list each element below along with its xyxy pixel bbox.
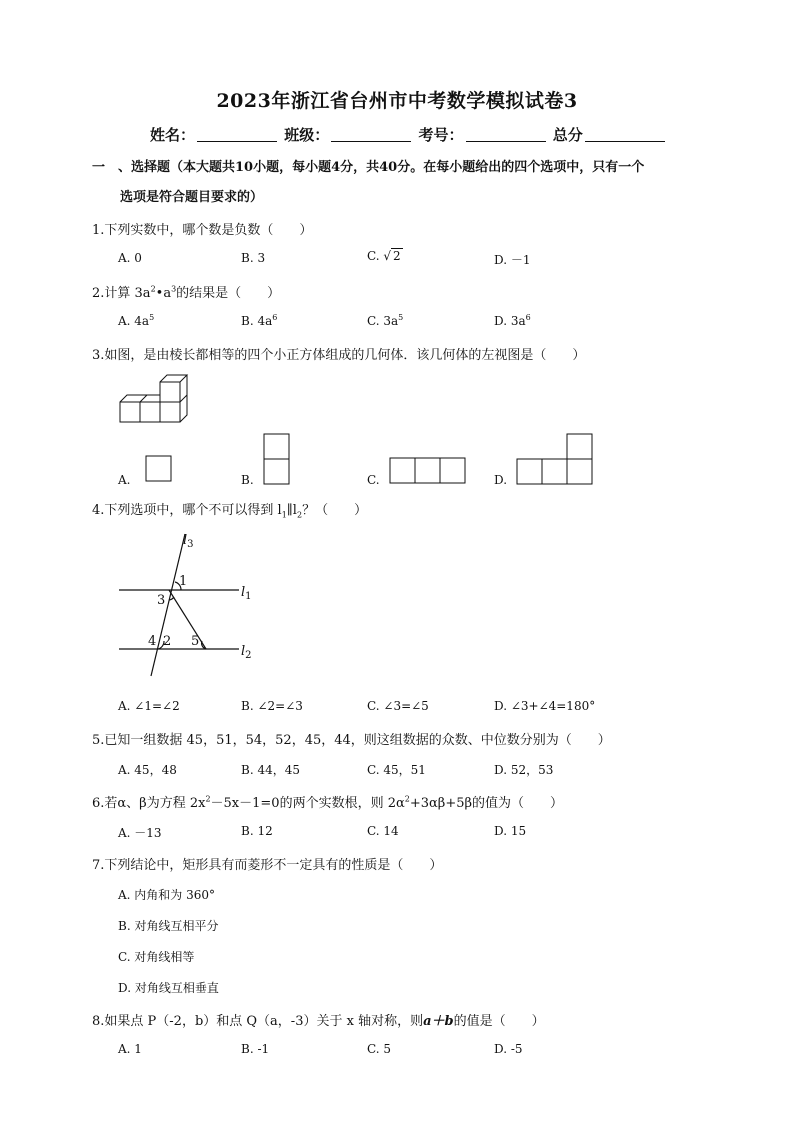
name-label: 姓名： <box>150 126 196 144</box>
angle-label-1: 1 <box>179 574 188 589</box>
question-7-option-a: A. 内角和为 360° <box>118 888 216 902</box>
question-7-option-b: B. 对角线互相平分 <box>118 919 219 933</box>
question-6-stem: 6.若α、β为方程 $2x^2-5x-1=0$的两个实数根，则 $2\alpha^2+3\alpha\beta+5\beta$的值为（ ） <box>92 794 563 811</box>
question-3-stem: 3.如图，是由棱长都相等的四个小正方体组成的几何体．该几何体的左视图是（ ） <box>92 348 586 363</box>
question-8-option-d: D. -5 <box>494 1042 523 1056</box>
question-1-option-c <box>367 249 403 263</box>
question-2-option-a: A. $4a^5$ <box>118 313 155 328</box>
question-1-option-b: B. 3 <box>241 251 266 265</box>
option-d-view <box>516 433 594 485</box>
label-l1: $l_1$ <box>241 585 252 602</box>
question-5-option-d: D. 52，53 <box>494 763 554 777</box>
question-7-stem: 7.下列结论中，矩形具有而菱形不一定具有的性质是（ ） <box>92 858 443 873</box>
question-4-option-b: B. ∠2=∠3 <box>241 699 303 713</box>
angle-label-3: 3 <box>157 593 166 608</box>
question-4-option-c: C. ∠3=∠5 <box>367 699 429 713</box>
option-b-view <box>263 433 291 485</box>
question-6-option-a: A. －13 <box>118 826 162 840</box>
angle-label-4: 4 <box>148 634 157 649</box>
section-heading-line2: 选项是符合题目要求的） <box>120 190 264 205</box>
question-3-cube-figure <box>118 374 190 424</box>
score-blank[interactable] <box>585 127 665 142</box>
question-8-option-c: C. 5 <box>367 1042 392 1056</box>
student-info-line <box>150 124 667 145</box>
label-l3: $l_3$ <box>183 533 194 550</box>
sqrt-radicand: 2 <box>393 249 401 263</box>
question-7-option-d: D. 对角线互相垂直 <box>118 981 219 995</box>
question-1-stem: 1.下列实数中，哪个数是负数（ ） <box>92 223 313 238</box>
sqrt-symbol: √ 2 <box>383 249 401 263</box>
angle-label-2: 2 <box>163 634 172 649</box>
question-3-option-b: B. <box>241 473 254 487</box>
id-label: 考号： <box>418 126 464 144</box>
question-2-option-c: C. $3a^5$ <box>367 313 404 328</box>
class-label: 班级： <box>284 126 330 144</box>
label-l2: $l_2$ <box>241 644 252 661</box>
score-label: 总分 <box>552 126 583 144</box>
question-5-option-a: A. 45，48 <box>118 763 177 777</box>
question-8-stem: 8.如果点 P（-2，b）和点 Q（a，-3）关于 x 轴对称，则a＋b的值是（ ） <box>92 1014 545 1029</box>
question-3-option-a: A. <box>118 473 131 487</box>
question-4-option-d: D. ∠3+∠4=180° <box>494 699 596 713</box>
question-4-stem: 4.下列选项中，哪个不可以得到 $l_1\parallel l_2$？（ ） <box>92 503 368 520</box>
angle-label-5: 5 <box>191 634 200 649</box>
question-5-option-c: C. 45，51 <box>367 763 426 777</box>
class-blank[interactable] <box>331 127 411 142</box>
question-6-option-d: D. 15 <box>494 824 527 838</box>
question-6-option-b: B. 12 <box>241 824 273 838</box>
question-5-stem: 5.已知一组数据 45，51，54，52，45，44，则这组数据的众数、中位数分别为（ ） <box>92 733 611 748</box>
page-title: 2023年浙江省台州市中考数学模拟试卷3 <box>216 90 578 112</box>
option-a-view <box>145 455 173 483</box>
question-2-option-b: B. $4a^6$ <box>241 313 278 328</box>
section-heading-line1: 一 、选择题（本大题共10小题，每小题4分，共40分。在每小题给出的四个选项中，只有一个 <box>92 160 645 175</box>
question-2-stem: 2.计算 $3a^2•a^3$的结果是（ ） <box>92 284 281 301</box>
question-5-option-b: B. 44，45 <box>241 763 300 777</box>
question-7-option-c: C. 对角线相等 <box>118 950 195 964</box>
question-3-option-c: C. <box>367 473 380 487</box>
question-2-option-d: D. $3a^6$ <box>494 313 531 328</box>
question-6-option-c: C. 14 <box>367 824 399 838</box>
question-8-option-b: B. -1 <box>241 1042 270 1056</box>
question-3-option-d: D. <box>494 473 508 487</box>
question-4-figure <box>115 528 265 683</box>
question-1-option-a: A. 0 <box>118 251 142 265</box>
id-blank[interactable] <box>466 127 546 142</box>
question-1-option-d: D. －1 <box>494 253 531 267</box>
question-8-option-a: A. 1 <box>118 1042 142 1056</box>
expression-a-plus-b: a＋b <box>423 1014 454 1029</box>
option-c-prefix: C. <box>367 249 384 263</box>
question-4-option-a: A. ∠1=∠2 <box>118 699 180 713</box>
option-c-view <box>389 457 467 485</box>
name-blank[interactable] <box>197 127 277 142</box>
